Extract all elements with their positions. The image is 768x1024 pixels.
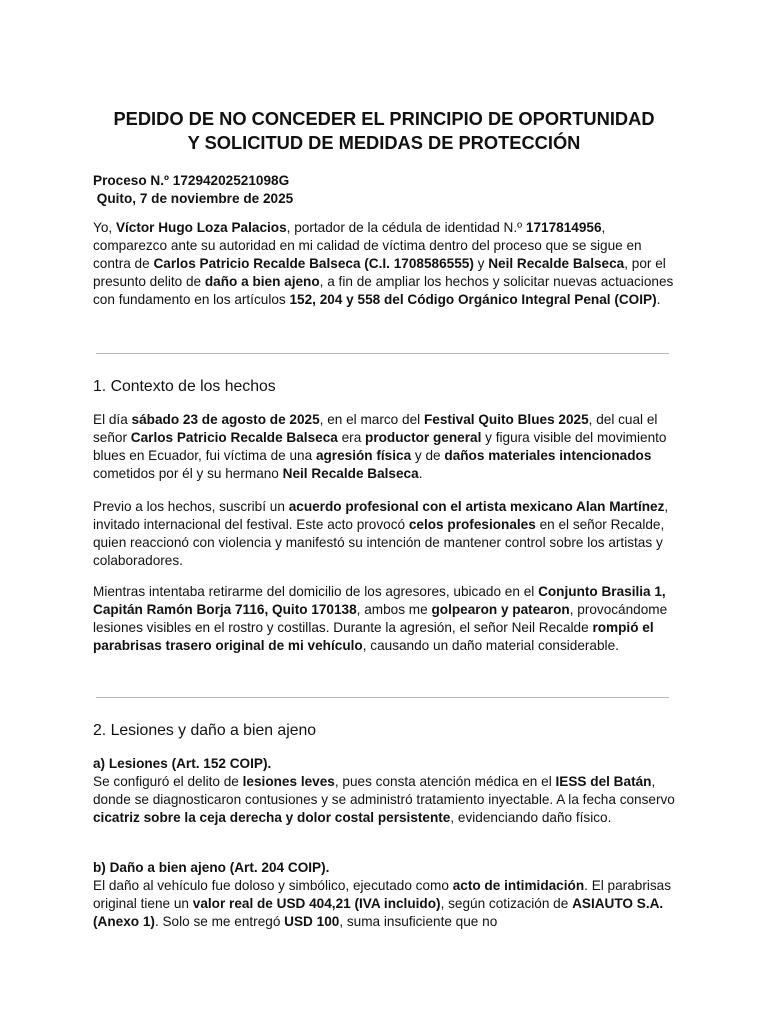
bold-run: valor real de USD 404,21 (IVA incluido) (192, 896, 441, 911)
section-2-heading: 2. Lesiones y daño a bien ajeno (93, 722, 317, 739)
horizontal-divider (96, 353, 669, 354)
bold-run: IESS del Batán (555, 774, 652, 789)
bold-run: cicatriz sobre la ceja derecha y dolor costal persistente (93, 810, 451, 825)
bold-run: lesiones leves (242, 774, 335, 789)
bold-run: Neil Recalde Balseca (282, 466, 419, 481)
text-run: era (337, 430, 366, 445)
horizontal-divider (96, 697, 669, 698)
bold-run: agresión física (315, 448, 412, 463)
text-run: Previo a los hechos, suscribí un (93, 499, 289, 514)
bold-run: celos profesionales (408, 517, 536, 532)
text-run: , suma insuficiente que no (339, 914, 498, 929)
bold-run: 152, 204 y 558 del Código Orgánico Integral Penal (COIP) (289, 292, 657, 307)
bold-run: USD 100 (284, 914, 340, 929)
intro-paragraph (93, 219, 683, 309)
text-run: . El parabrisas original tiene un (93, 878, 672, 911)
document-title (60, 107, 708, 155)
text-run: , evidenciando daño físico. (450, 810, 612, 825)
text-run: , provocándome lesiones visibles en el rostro y costillas. Durante la agresión, el señor Neil Recalde (93, 602, 668, 635)
text-run: El daño al vehículo fue doloso y simbólico, ejecutado como (93, 878, 453, 893)
text-run: Mientras intentaba retirarme del domicilio de los agresores, ubicado en el (93, 584, 539, 599)
item-b-label: b) Daño a bien ajeno (Art. 204 COIP). (93, 860, 330, 875)
text-run: , en el marco del (319, 412, 424, 427)
bold-run: ASIAUTO S.A. (Anexo 1) (93, 896, 664, 929)
text-run: , ambos me (356, 602, 432, 617)
title-line-2: Y SOLICITUD DE MEDIDAS DE PROTECCIÓN (187, 132, 581, 153)
bold-run: Víctor Hugo Loza Palacios (115, 220, 287, 235)
bold-run: golpearon y patearon (431, 602, 570, 617)
section-1-paragraph-2 (93, 498, 683, 570)
bold-run: productor general (365, 430, 482, 445)
text-run: y figura visible del movimiento blues en Ecuador, fui víctima de una (93, 430, 667, 463)
text-run: , del cual el señor (93, 412, 658, 445)
text-run: , por el presunto delito de (93, 256, 666, 289)
text-run: , portador de la cédula de identidad N.º (286, 220, 526, 235)
text-run: , comparezco ante su autoridad en mi calidad de víctima dentro del proceso que se sigue en contra de (93, 220, 642, 271)
bold-run: rompió el parabrisas trasero original de mi vehículo (93, 620, 654, 653)
text-run: . (656, 292, 661, 307)
text-run: El día (93, 412, 132, 427)
text-run: , pues consta atención médica en el (334, 774, 556, 789)
section-1-heading: 1. Contexto de los hechos (93, 378, 276, 395)
text-run: en el señor Recalde, quien reaccionó con violencia y manifestó su intención de mantener control sobre los artistas y colaboradores. (93, 517, 665, 568)
bold-run: sábado 23 de agosto de 2025 (131, 412, 320, 427)
case-meta (93, 172, 293, 208)
bold-run: acto de intimidación (452, 878, 585, 893)
text-run: y de (411, 448, 445, 463)
place-date: Quito, 7 de noviembre de 2025 (93, 191, 294, 206)
bold-run: Conjunto Brasilia 1, Capitán Ramón Borja 7116, Quito 170138 (93, 584, 666, 617)
text-run: . (418, 466, 423, 481)
text-run: , causando un daño material considerable. (362, 638, 619, 653)
bold-run: daños materiales intencionados (444, 448, 652, 463)
bold-run: Festival Quito Blues 2025 (423, 412, 589, 427)
text-run: cometidos por él y su hermano (93, 466, 283, 481)
bold-run: Carlos Patricio Recalde Balseca (130, 430, 338, 445)
bold-run: Carlos Patricio Recalde Balseca (C.I. 1708586555) (153, 256, 474, 271)
item-a-label: a) Lesiones (Art. 152 COIP). (93, 756, 272, 771)
title-line-1: PEDIDO DE NO CONCEDER EL PRINCIPIO DE OPORTUNIDAD (113, 108, 655, 129)
bold-run: acuerdo profesional con el artista mexicano Alan Martínez (288, 499, 665, 514)
bold-run: 1717814956 (525, 220, 602, 235)
section-2-item-a (93, 755, 683, 827)
section-1-paragraph-3 (93, 583, 683, 655)
section-1-paragraph-1 (93, 411, 683, 483)
text-run: , según cotización de (440, 896, 573, 911)
text-run: y (473, 256, 489, 271)
text-run: , a fin de ampliar los hechos y solicitar nuevas actuaciones con fundamento en los artículos (93, 274, 674, 307)
text-run: Yo, (93, 220, 116, 235)
case-number: Proceso N.º 17294202521098G (93, 173, 290, 188)
text-run: . Solo se me entregó (154, 914, 285, 929)
bold-run: daño a bien ajeno (204, 274, 320, 289)
text-run: Se configuró el delito de (93, 774, 243, 789)
text-run: , invitado internacional del festival. Este acto provocó (93, 499, 669, 532)
section-2-item-b (93, 859, 683, 931)
bold-run: Neil Recalde Balseca (488, 256, 625, 271)
text-run: , donde se diagnosticaron contusiones y se administró tratamiento inyectable. A la fecha conservo (93, 774, 675, 807)
